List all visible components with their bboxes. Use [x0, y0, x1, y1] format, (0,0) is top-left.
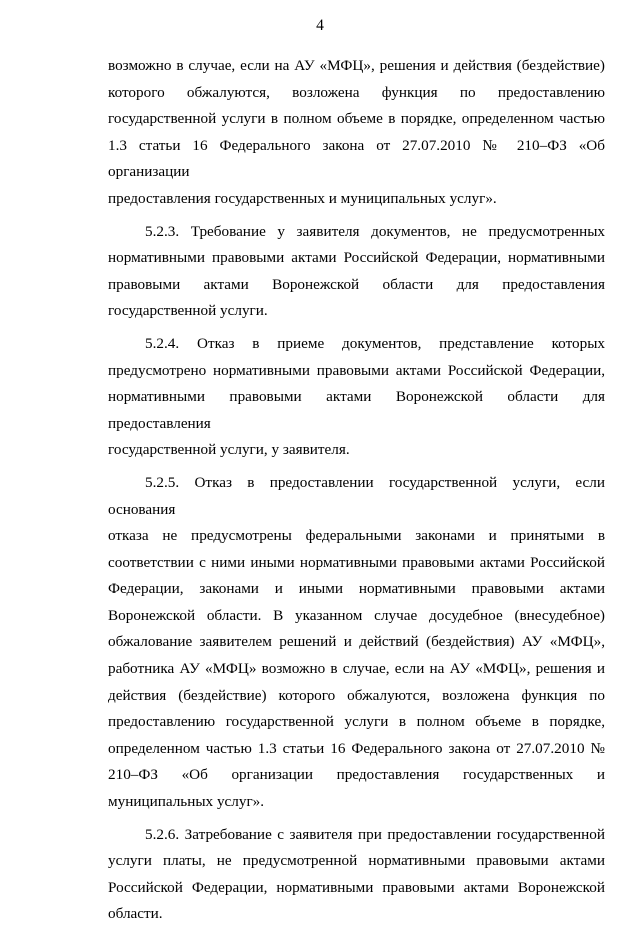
text-line: Федерации, законами и иными нормативными правовыми актами: [108, 580, 605, 598]
text-line: предоставления государственных и муниципальных услуг».: [108, 189, 497, 207]
text-line: государственной услуги, у заявителя.: [108, 441, 350, 459]
text-line: отказа не предусмотрены федеральными законами и принятыми в: [108, 527, 605, 545]
text-line: области.: [108, 905, 163, 923]
text-line: обжалование заявителем решений и действий (бездействия) АУ «МФЦ»,: [108, 633, 605, 651]
paragraph-5-2-3: [108, 219, 605, 325]
text-line: возможно в случае, если на АУ «МФЦ», решения и действия (бездействие): [108, 57, 605, 74]
paragraph-5-2-6: [108, 822, 605, 928]
document-body: [108, 53, 605, 934]
text-line: нормативными правовыми актами Российской Федерации, нормативными: [108, 249, 605, 267]
text-line: определенном частью 1.3 статьи 16 Федерального закона от 27.07.2010 №: [108, 739, 605, 757]
page-number: 4: [316, 17, 324, 34]
text-line: правовыми актами Воронежской области для предоставления: [108, 275, 605, 293]
text-line: действия (бездействие) которого обжалуются, возложена функция по: [108, 686, 605, 704]
text-line: соответствии с ними иными нормативными правовыми актами Российской: [108, 553, 605, 571]
text-line: муниципальных услуг».: [108, 793, 265, 811]
text-line: 5.2.6. Затребование с заявителя при предоставлении государственной: [145, 825, 605, 843]
text-line: работника АУ «МФЦ» возможно в случае, если на АУ «МФЦ», решения и: [108, 660, 605, 678]
text-line: нормативными правовыми актами Воронежской области для предоставления: [108, 388, 605, 432]
text-line: 5.2.3. Требование у заявителя документов, не предусмотренных: [145, 222, 605, 240]
text-line: государственной услуги.: [108, 302, 268, 320]
text-line: услуги платы, не предусмотренной нормативными правовыми актами: [108, 852, 605, 870]
text-line: 5.2.4. Отказ в приеме документов, представление которых: [145, 334, 605, 352]
text-line: предоставлению государственной услуги в полном объеме в порядке,: [108, 713, 605, 731]
text-line: которого обжалуются, возложена функция по предоставлению: [108, 83, 605, 101]
text-line: 210–ФЗ «Об организации предоставления государственных и: [108, 766, 605, 784]
text-line: государственной услуги в полном объеме в порядке, определенном частью: [108, 110, 605, 128]
paragraph-5-2-5: [108, 470, 605, 816]
paragraph-continuation: [108, 53, 605, 213]
text-line: 1.3 статьи 16 Федерального закона от 27.07.2010 № 210–ФЗ «Об организации: [108, 136, 605, 181]
text-line: Российской Федерации, нормативными правовыми актами Воронежской: [108, 878, 605, 896]
paragraph-5-2-4: [108, 331, 605, 464]
text-line: 5.2.5. Отказ в предоставлении государственной услуги, если основания: [108, 473, 605, 518]
text-line: Воронежской области. В указанном случае досудебное (внесудебное): [108, 606, 605, 624]
text-line: предусмотрено нормативными правовыми актами Российской Федерации,: [108, 361, 605, 379]
